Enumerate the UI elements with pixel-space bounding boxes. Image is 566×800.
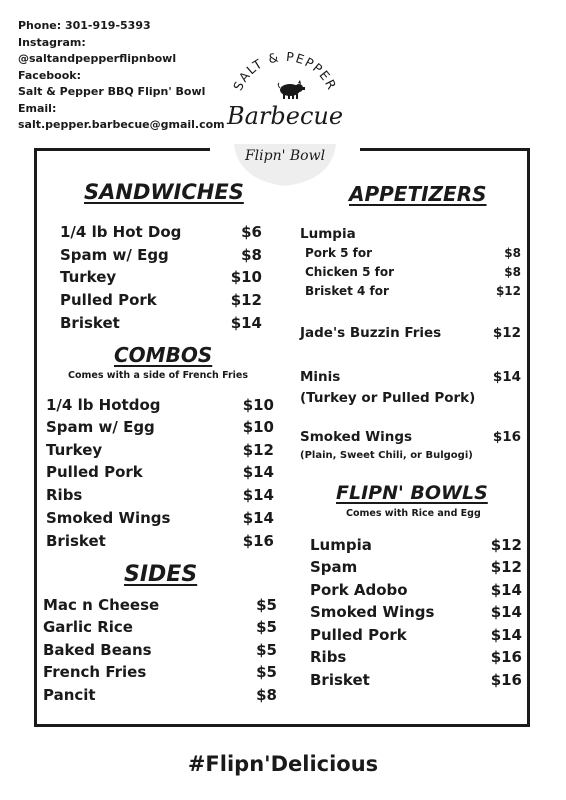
minis-note: (Turkey or Pulled Pork) — [300, 390, 476, 406]
menu-item: Chicken 5 for $8 — [305, 265, 521, 279]
appetizers-heading: APPETIZERS — [349, 182, 487, 206]
bowls-note: Comes with Rice and Egg — [346, 508, 481, 519]
menu-item: Brisket $14 — [60, 314, 262, 332]
combos-note: Comes with a side of French Fries — [68, 370, 248, 381]
facebook-name: Salt & Pepper BBQ Flipn' Bowl — [18, 85, 206, 98]
menu-item: Jade's Buzzin Fries $12 — [300, 325, 521, 341]
email-address: salt.pepper.barbecue@gmail.com — [18, 118, 225, 131]
menu-item: Spam w/ Egg $10 — [46, 418, 274, 436]
contact-info — [18, 18, 225, 134]
lumpia-label: Lumpia — [300, 226, 356, 242]
wings-note: (Plain, Sweet Chili, or Bulgogi) — [300, 450, 473, 461]
menu-item: Ribs $16 — [310, 648, 522, 666]
logo — [222, 52, 348, 192]
menu-item: Minis $14 — [300, 369, 521, 385]
phone-text: Phone: 301-919-5393 — [18, 19, 151, 32]
sandwiches-heading: SANDWICHES — [84, 180, 244, 204]
instagram-label: Instagram: — [18, 35, 86, 49]
menu-item: Turkey $10 — [60, 268, 262, 286]
logo-bowl-text: Flipn' Bowl — [244, 148, 326, 164]
pig-icon — [278, 80, 305, 99]
menu-item: Garlic Rice $5 — [43, 618, 277, 636]
menu-item: Brisket $16 — [310, 671, 522, 689]
menu-item: French Fries $5 — [43, 663, 277, 681]
menu-item: Pulled Pork $14 — [46, 463, 274, 481]
menu-item: Pulled Pork $14 — [310, 626, 522, 644]
combos-heading: COMBOS — [114, 343, 213, 367]
menu-item: 1/4 lb Hot Dog $6 — [60, 223, 262, 241]
facebook-label: Facebook: — [18, 68, 81, 82]
menu-item: Smoked Wings $16 — [300, 429, 521, 445]
email-label: Email: — [18, 101, 57, 115]
logo-arc-text: SALT & PEPPER — [229, 52, 341, 93]
logo-script-text: Barbecue — [226, 102, 344, 130]
sides-heading: SIDES — [124, 562, 198, 587]
menu-item: Pork 5 for $8 — [305, 246, 521, 260]
menu-item: Pancit $8 — [43, 686, 277, 704]
menu-item: Brisket 4 for $12 — [305, 284, 521, 298]
bowls-heading: FLIPN' BOWLS — [336, 482, 488, 504]
menu-item: Baked Beans $5 — [43, 641, 277, 659]
menu-item: Spam $12 — [310, 558, 522, 576]
menu-item: Ribs $14 — [46, 486, 274, 504]
menu-item: Turkey $12 — [46, 441, 274, 459]
menu-item: Smoked Wings $14 — [310, 603, 522, 621]
menu-item: Lumpia $12 — [310, 536, 522, 554]
menu-item: 1/4 lb Hotdog $10 — [46, 396, 274, 414]
menu-item: Mac n Cheese $5 — [43, 596, 277, 614]
menu-item: Pulled Pork $12 — [60, 291, 262, 309]
menu-item: Smoked Wings $14 — [46, 509, 274, 527]
instagram-handle: @saltandpepperflipnbowl — [18, 52, 177, 65]
menu-item: Pork Adobo $14 — [310, 581, 522, 599]
footer-hashtag: #Flipn'Delicious — [187, 752, 379, 776]
menu-item: Brisket $16 — [46, 532, 274, 550]
menu-item: Spam w/ Egg $8 — [60, 246, 262, 264]
